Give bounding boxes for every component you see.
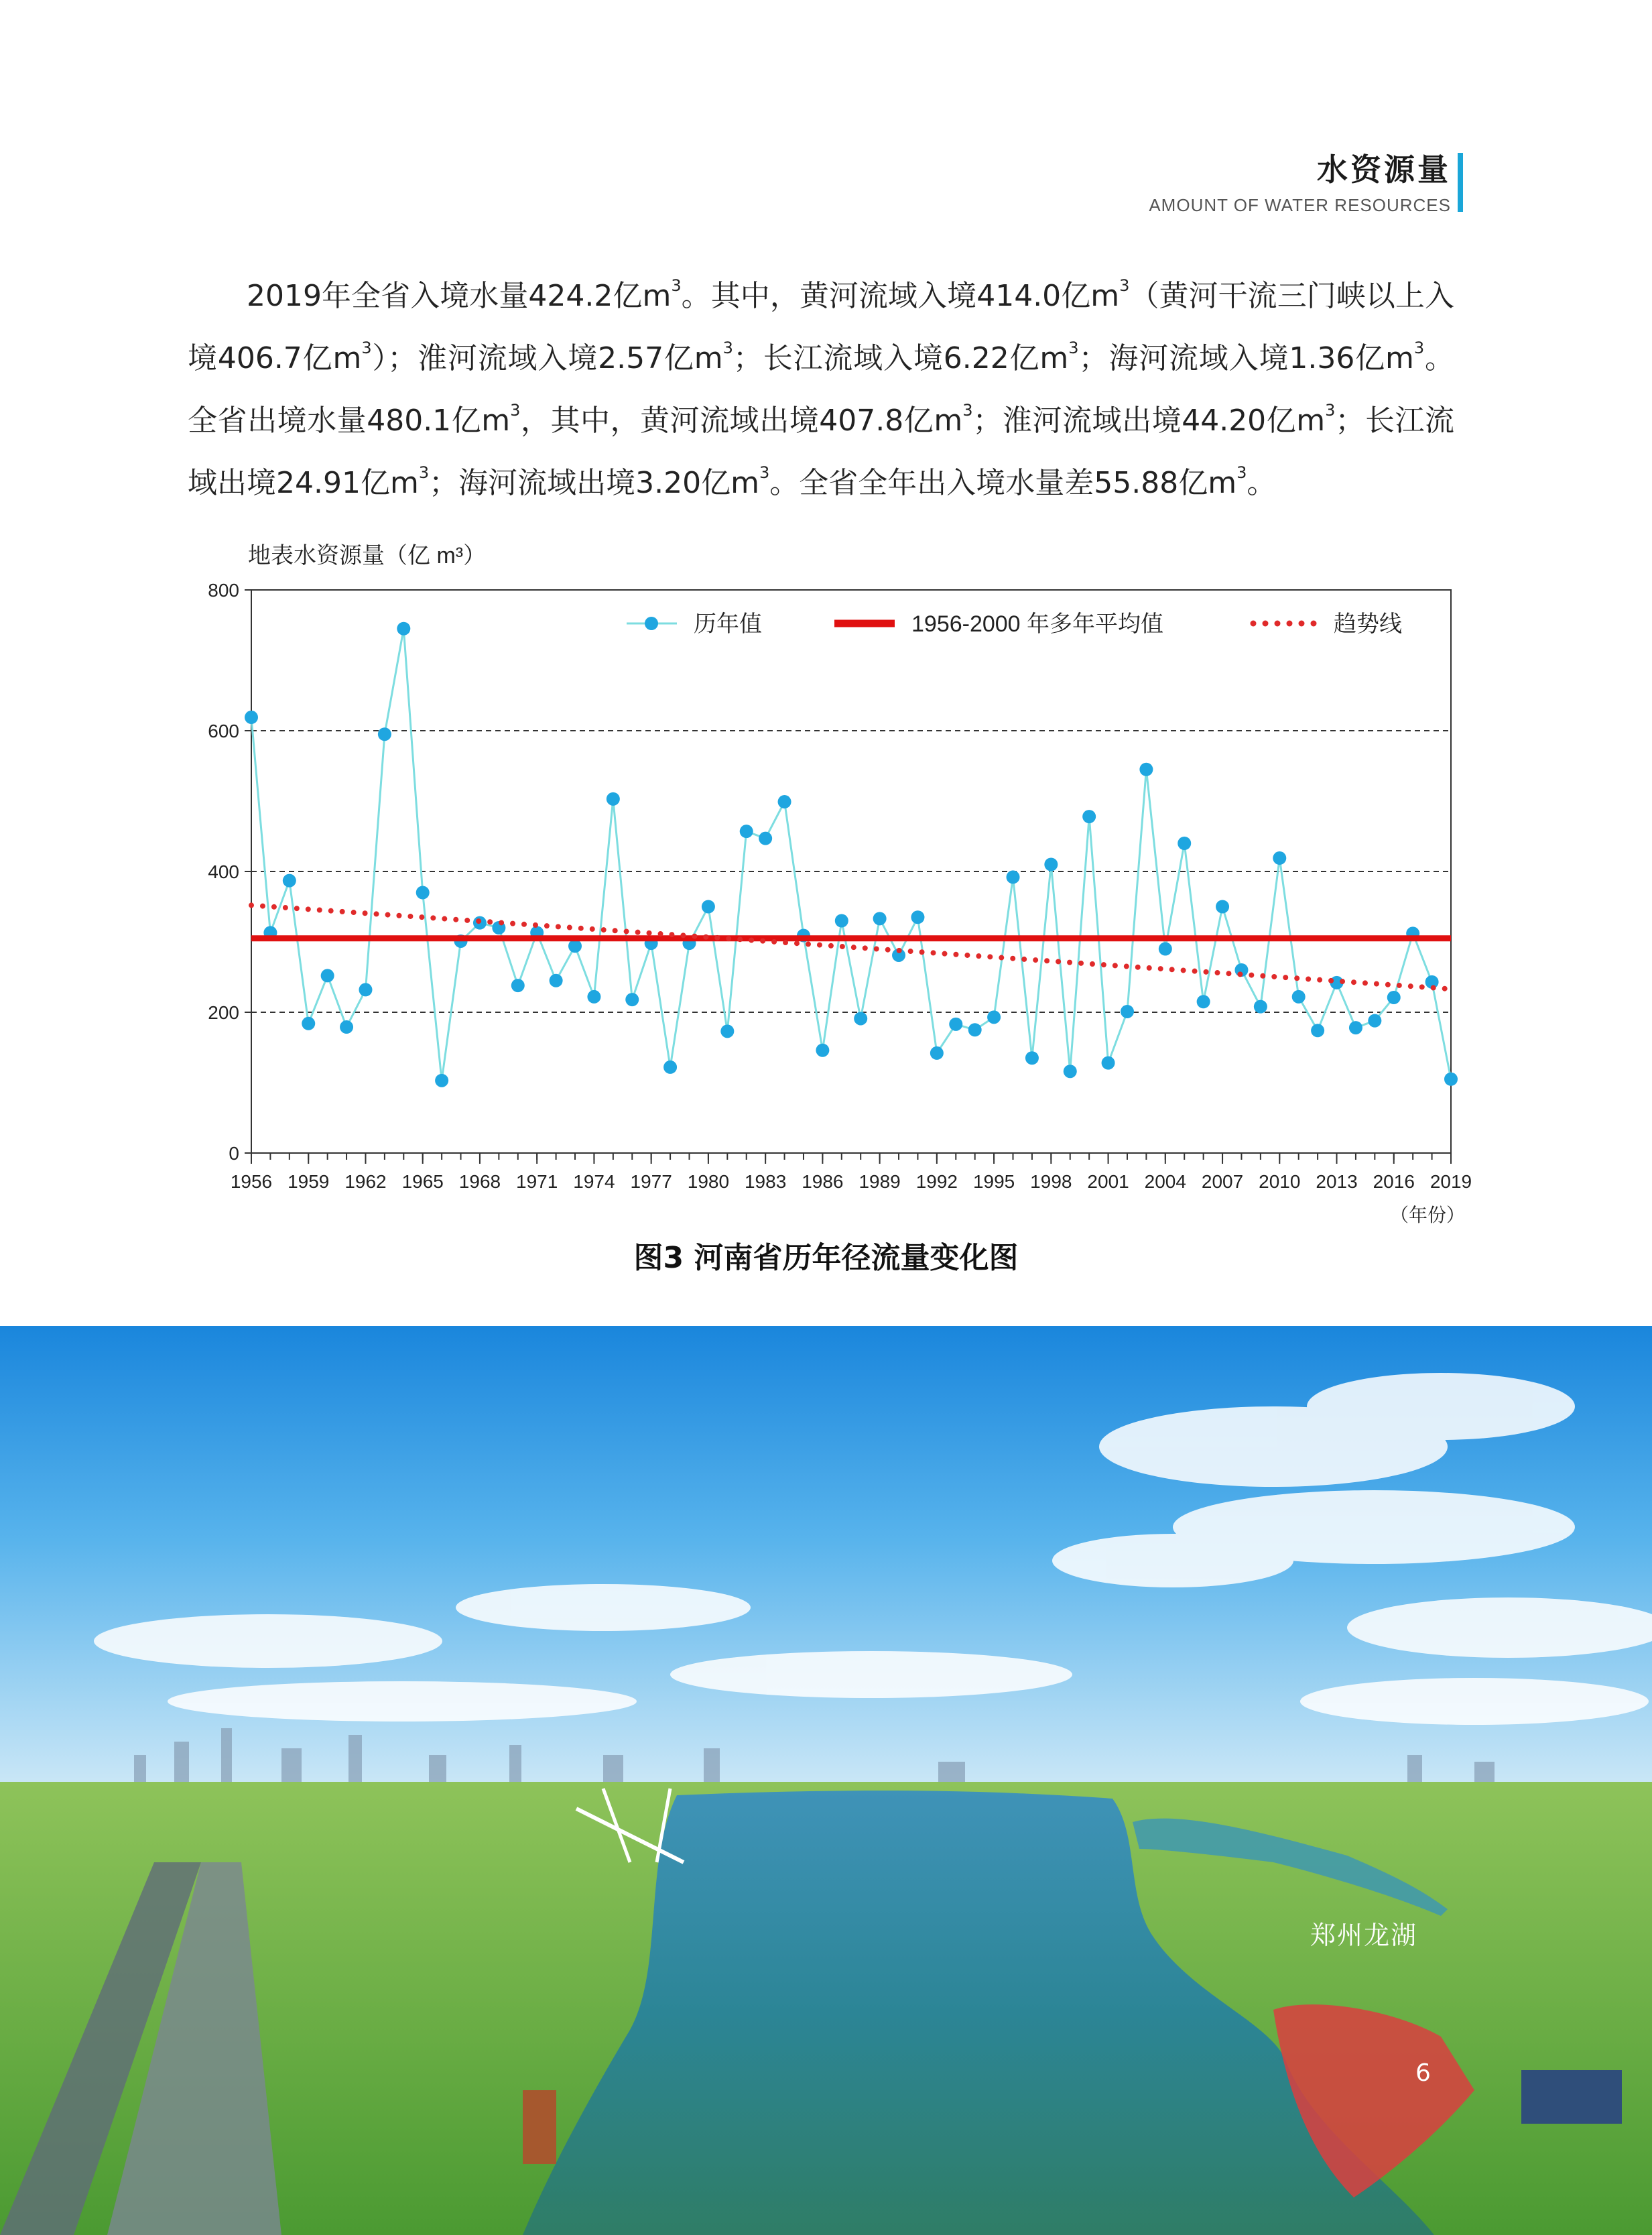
x-tick-label: 1977 — [630, 1171, 672, 1192]
data-point — [1044, 858, 1058, 871]
lake-photo — [0, 1326, 1652, 2235]
y-tick-label: 200 — [208, 1002, 239, 1023]
data-point — [873, 912, 887, 925]
data-point — [930, 1046, 944, 1060]
y-axis-label: 地表水资源量（亿 m³） — [248, 543, 487, 568]
data-point — [816, 1044, 829, 1057]
data-point — [911, 910, 924, 924]
data-point — [1273, 851, 1286, 865]
data-point — [759, 832, 772, 845]
legend-label-annual: 历年值 — [694, 611, 762, 637]
data-point — [1159, 943, 1172, 956]
data-point — [1064, 1065, 1077, 1078]
y-tick-label: 0 — [229, 1143, 239, 1164]
data-point — [416, 886, 430, 900]
section-title: 水资源量 — [1317, 152, 1451, 188]
y-tick-label: 400 — [208, 861, 239, 882]
x-tick-label: 1992 — [915, 1171, 958, 1192]
data-point — [378, 727, 391, 741]
legend-label-trend: 趋势线 — [1334, 611, 1402, 637]
data-point — [1444, 1073, 1458, 1086]
data-point — [1292, 990, 1306, 1004]
x-tick-label: 2013 — [1316, 1171, 1358, 1192]
data-point — [987, 1010, 1001, 1024]
legend-marker-annual — [645, 617, 658, 630]
data-point — [1102, 1056, 1115, 1070]
data-point — [607, 792, 620, 806]
data-point — [1387, 991, 1401, 1004]
data-point — [435, 1074, 448, 1087]
section-subtitle: AMOUNT OF WATER RESOURCES — [1149, 195, 1451, 215]
x-tick-label: 2007 — [1201, 1171, 1244, 1192]
data-point — [720, 1024, 734, 1038]
data-point — [340, 1020, 353, 1034]
data-point — [587, 990, 600, 1004]
data-point — [854, 1012, 867, 1025]
data-point — [1216, 900, 1229, 914]
runoff-line-chart — [0, 523, 1652, 1233]
x-tick-label: 1983 — [744, 1171, 787, 1192]
x-tick-label: 1989 — [859, 1171, 901, 1192]
x-tick-label: 1980 — [687, 1171, 730, 1192]
section-header — [1149, 151, 1451, 217]
data-point — [511, 979, 525, 992]
data-point — [359, 983, 372, 996]
y-tick-label: 600 — [208, 721, 239, 741]
x-axis-unit: （年份） — [1389, 1205, 1466, 1225]
data-point — [397, 622, 410, 636]
data-point — [1368, 1014, 1381, 1028]
x-tick-label: 2004 — [1144, 1171, 1186, 1192]
data-point — [1082, 810, 1096, 823]
data-point — [1007, 870, 1020, 884]
data-point — [1349, 1021, 1362, 1034]
data-point — [550, 974, 563, 987]
data-point — [968, 1023, 982, 1036]
x-tick-label: 1962 — [344, 1171, 387, 1192]
x-tick-label: 1998 — [1030, 1171, 1072, 1192]
x-tick-label: 2010 — [1259, 1171, 1301, 1192]
data-point — [663, 1061, 677, 1074]
data-point — [1197, 995, 1210, 1008]
figure-caption: 图3 河南省历年径流量变化图 — [633, 1241, 1019, 1275]
paragraph-text: 2019年全省入境水量424.2亿$m^3$。其中，黄河流域入境414.0亿$m^3$（黄河干流三门峡以上入境406.7亿$m^3$）；淮河流域入境2.57亿$m^3$；长江流域入境6.22亿$m^3$；海河流域入境1.36亿$m^3$。全省出境水量480.1亿$m^3$，其中，黄河流域出境407.8亿$m^3$；淮河流域出境44.20亿$m^3$；长江流域出境24.91亿$m^3$；海河流域出境3.20亿$m^3$。全省全年出入境水量差55.88亿$m^3$。 — [188, 276, 1455, 500]
data-point — [321, 969, 334, 982]
data-point — [1121, 1005, 1134, 1018]
x-tick-label: 2019 — [1429, 1171, 1472, 1192]
data-point — [245, 711, 258, 724]
x-tick-label: 2001 — [1087, 1171, 1129, 1192]
x-tick-label: 1974 — [573, 1171, 615, 1192]
x-tick-label: 1959 — [288, 1171, 330, 1192]
data-point — [1311, 1024, 1324, 1037]
data-point — [1139, 763, 1153, 776]
photo-location-label: 郑州龙湖 — [1310, 1921, 1418, 1950]
x-tick-label: 2016 — [1373, 1171, 1415, 1192]
body-paragraph — [188, 265, 1454, 514]
data-point — [283, 874, 296, 888]
data-point — [1178, 837, 1191, 850]
data-point — [568, 939, 582, 953]
x-tick-label: 1986 — [802, 1171, 844, 1192]
x-tick-label: 1971 — [516, 1171, 558, 1192]
header-accent-bar — [1458, 153, 1463, 212]
x-tick-label: 1968 — [458, 1171, 501, 1192]
data-point — [302, 1017, 315, 1030]
page-number: 6 — [1415, 2059, 1431, 2087]
data-point — [1025, 1051, 1039, 1065]
lake-photo-illustration — [0, 1326, 1652, 2235]
x-tick-label: 1995 — [972, 1171, 1015, 1192]
y-tick-label: 800 — [208, 580, 239, 601]
data-point — [740, 825, 753, 838]
x-tick-label: 1956 — [230, 1171, 273, 1192]
data-point — [625, 993, 639, 1006]
x-tick-label: 1965 — [401, 1171, 444, 1192]
data-point — [778, 795, 791, 808]
legend-label-mean: 1956-2000 年多年平均值 — [911, 611, 1164, 637]
data-point — [949, 1018, 962, 1031]
data-point — [1254, 1000, 1267, 1014]
data-point — [835, 914, 848, 928]
data-point — [702, 900, 715, 914]
